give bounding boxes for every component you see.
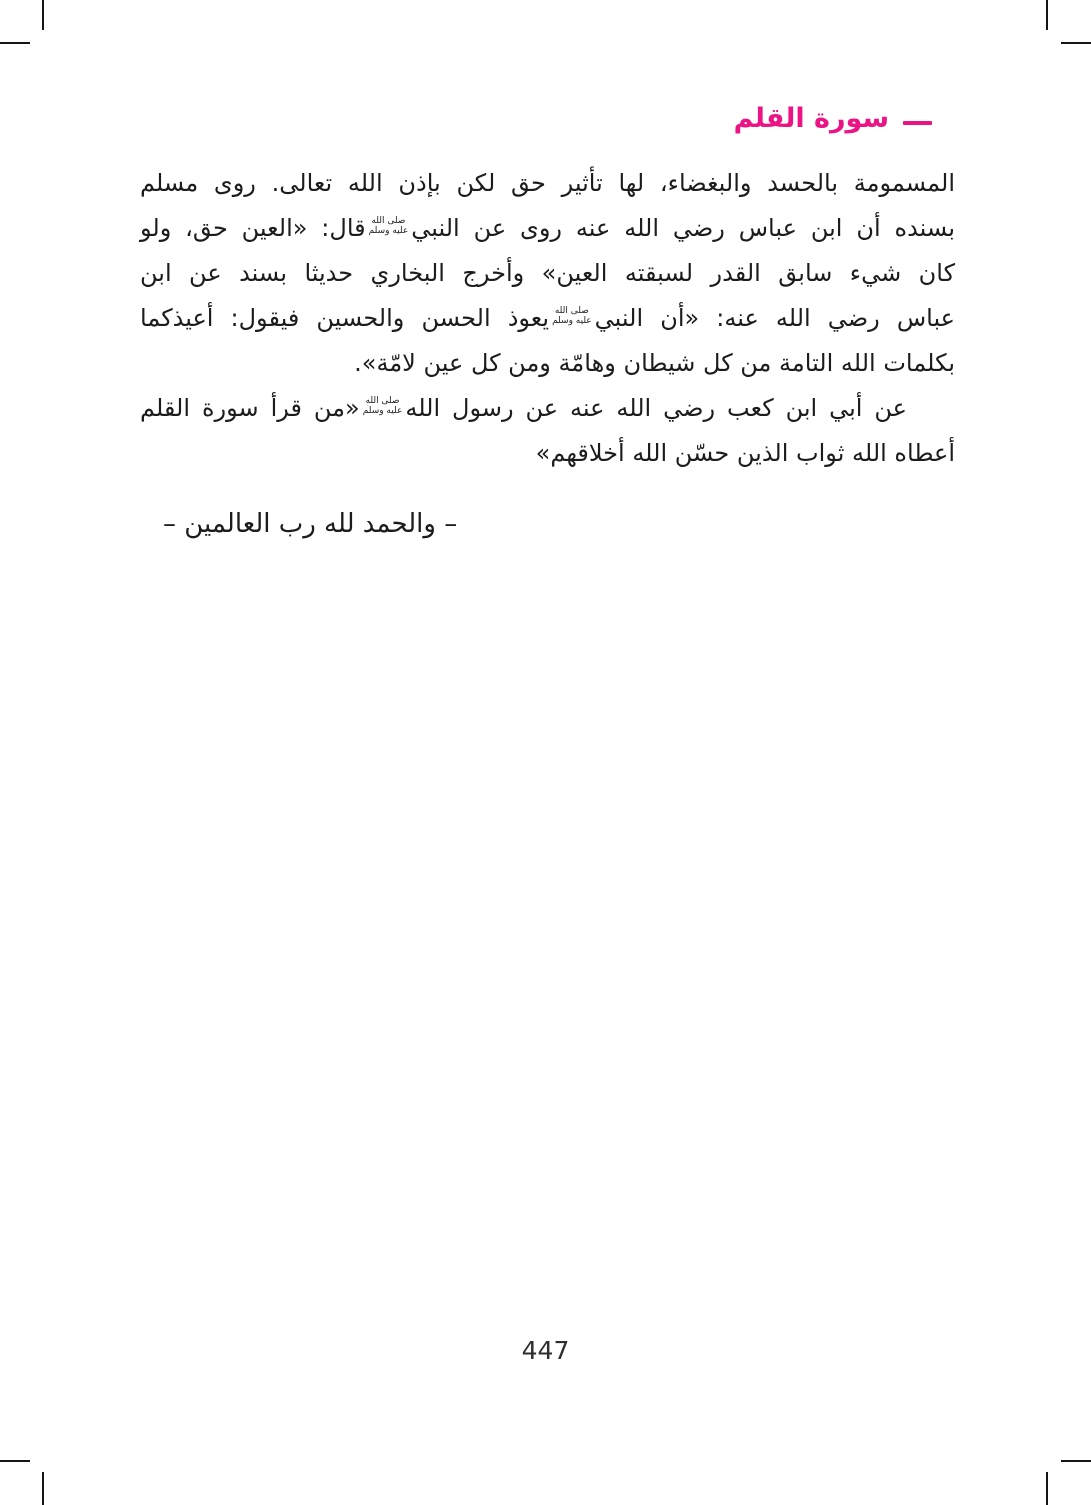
body-line: بكلمات الله التامة من كل شيطان وهامّة ومن كل عين لامّة».	[354, 349, 955, 377]
closing-line: – والحمد لله رب العالمين –	[163, 509, 458, 539]
body-line: عباس رضي الله عنه: «أن النبي صلى الله عليه وسلم يعوذ الحسن والحسين فيقول: أعيذكما	[140, 304, 956, 332]
crop-mark-bottom-left-vertical	[42, 1472, 44, 1505]
crop-mark-top-left-vertical	[42, 0, 44, 30]
crop-mark-top-right-vertical	[1046, 0, 1048, 30]
crop-mark-bottom-right-vertical	[1046, 1472, 1048, 1505]
surah-title: سورة القلم	[733, 103, 889, 134]
body-line: عن أبي ابن كعب رضي الله عنه عن رسول الله صلى الله عليه وسلم «من قرأ سورة القلم	[140, 394, 907, 422]
surah-header	[734, 103, 932, 134]
header-dash	[903, 121, 932, 125]
body-line: المسمومة بالحسد والبغضاء، لها تأثير حق لكن بإذن الله تعالى. روى مسلم	[140, 169, 955, 197]
crop-mark-bottom-right-horizontal	[1061, 1460, 1091, 1462]
page-number: 447	[521, 1336, 570, 1365]
saw-honorific-symbol: صلى الله عليه وسلم	[552, 306, 592, 326]
crop-mark-top-right-horizontal	[1061, 42, 1091, 44]
saw-honorific-symbol: صلى الله عليه وسلم	[362, 396, 403, 416]
crop-mark-top-left-horizontal	[0, 42, 30, 44]
body-line: بسنده أن ابن عباس رضي الله عنه روى عن النبي صلى الله عليه وسلم قال: «العين حق، ولو	[140, 214, 955, 242]
body-line: كان شيء سابق القدر لسبقته العين» وأخرج البخاري حديثا بسند عن ابن	[140, 259, 955, 287]
saw-honorific-symbol: صلى الله عليه وسلم	[368, 216, 409, 236]
body-text	[140, 161, 955, 476]
body-line: أعطاه الله ثواب الذين حسّن الله أخلاقهم»	[535, 439, 955, 467]
crop-mark-bottom-left-horizontal	[0, 1460, 30, 1462]
